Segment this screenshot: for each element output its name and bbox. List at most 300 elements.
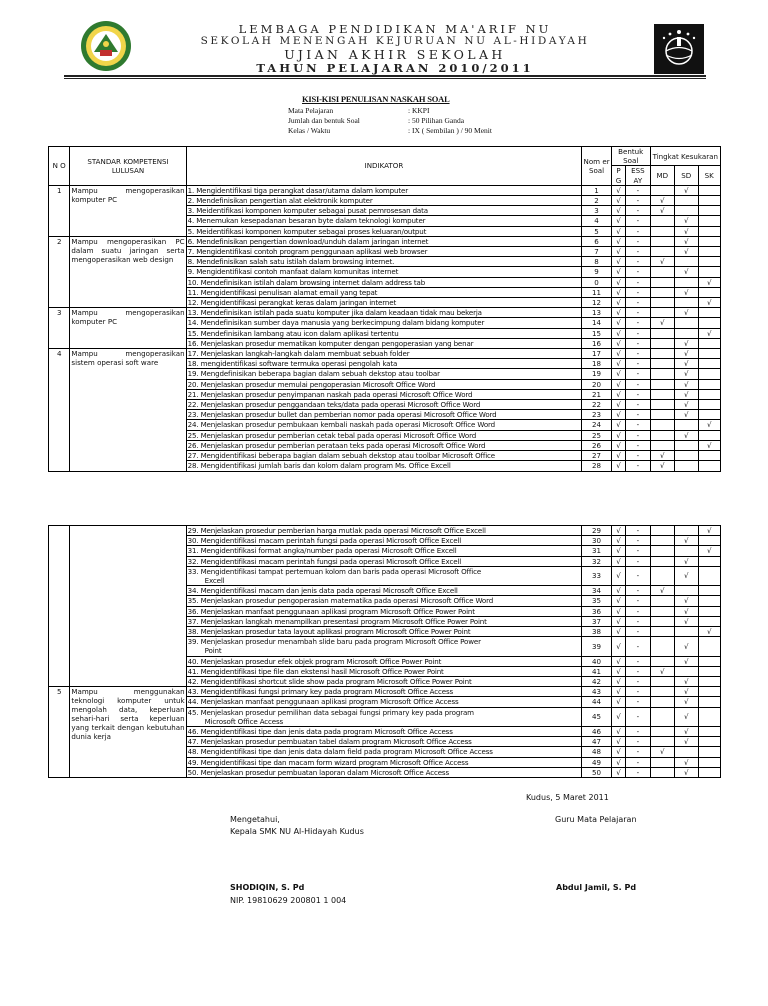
sd-mark: √ <box>675 185 698 195</box>
essay-mark: - <box>626 727 650 737</box>
indicator-cell <box>186 369 582 379</box>
pg-mark: √ <box>611 677 625 687</box>
question-number: 37 <box>582 616 612 626</box>
essay-mark: - <box>626 687 650 697</box>
question-number: 12 <box>582 298 612 308</box>
sd-mark: √ <box>675 430 698 440</box>
essay-mark: - <box>626 536 650 546</box>
question-number: 36 <box>582 606 612 616</box>
question-number: 0 <box>582 277 612 287</box>
indicator-cell <box>186 526 582 536</box>
sd-mark: √ <box>675 707 698 726</box>
pg-mark: √ <box>611 666 625 676</box>
question-number: 32 <box>582 556 612 566</box>
pg-mark: √ <box>611 451 625 461</box>
indicator-text: 1. Mengidentifikasi tiga perangkat dasar/utama dalam komputer <box>187 185 408 195</box>
sd-mark <box>675 196 698 206</box>
indicator-text: 50. Menjelaskan prosedur pembuatan laporan dalam Microsoft Office Access <box>187 767 450 777</box>
sk-mark <box>698 287 721 297</box>
sk-mark <box>698 767 721 777</box>
indicator-cell <box>186 389 582 399</box>
indicator-text: 18. mengidentifikasi software termuka operasi pengolah kata <box>187 359 398 369</box>
indicator-cell <box>186 400 582 410</box>
sd-mark: √ <box>675 400 698 410</box>
essay-mark: - <box>626 226 650 236</box>
indicator-text: 45. Menjelaskan prosedur pemilihan data sebagai fungsi primary key pada program <box>187 707 474 717</box>
sk-mark: √ <box>698 298 721 308</box>
col-pg: P G <box>611 166 625 185</box>
question-number: 48 <box>582 747 612 757</box>
sd-mark: √ <box>675 389 698 399</box>
indicator-cell <box>186 546 582 556</box>
indicator-text: 4. Menemukan kesepadanan besaran byte dalam teknologi komputer <box>187 216 426 226</box>
essay-mark: - <box>626 697 650 707</box>
essay-mark: - <box>626 410 650 420</box>
md-mark <box>650 606 674 616</box>
indicator-text: 5. Meidentifikasi komponen komputer sebagai proses keluaran/output <box>187 226 427 236</box>
essay-mark: - <box>626 556 650 566</box>
indicator-text: 33. Mengidentifikasi tampat pertemuan kolom dan baris pada operasi Microsoft Office <box>187 566 482 576</box>
table-row <box>49 349 721 359</box>
md-mark <box>650 267 674 277</box>
pg-mark: √ <box>611 747 625 757</box>
question-number: 42 <box>582 677 612 687</box>
teacher-name: Abdul Jamil, S. Pd <box>556 883 637 892</box>
competency-number: 3 <box>49 308 70 349</box>
table-row <box>49 236 721 246</box>
col-question-form: Bentuk Soal <box>611 147 650 166</box>
competency-text: Mampu mengoperasikan komputer PC <box>70 308 186 349</box>
indicator-text: 47. Menjelaskan prosedur pembuatan tabel dalam program Microsoft Office Access <box>187 737 472 747</box>
question-number: 18 <box>582 359 612 369</box>
sk-mark <box>698 247 721 257</box>
sk-mark: √ <box>698 328 721 338</box>
indicator-text: 10. Mendefinisikan istilah dalam browsing internet dalam address tab <box>187 277 426 287</box>
md-mark: √ <box>650 586 674 596</box>
col-essay: ESS AY <box>626 166 650 185</box>
md-mark <box>650 226 674 236</box>
question-number: 17 <box>582 349 612 359</box>
sd-mark <box>675 747 698 757</box>
pg-mark: √ <box>611 556 625 566</box>
col-sk: SK <box>698 166 721 185</box>
pg-mark: √ <box>611 606 625 616</box>
indicator-cell <box>186 440 582 450</box>
competency-text: Mampu mengoperasikan PC dalam suatu jaringan serta mengoperasikan web design <box>70 236 186 307</box>
header-rule-thin <box>64 78 706 79</box>
sk-mark <box>698 606 721 616</box>
sk-mark: √ <box>698 440 721 450</box>
indicator-text: 13. Mendefinisikan istilah pada suatu komputer jika dalam keadaan tidak mau bekerja <box>187 308 482 318</box>
md-mark <box>650 616 674 626</box>
essay-mark: - <box>626 400 650 410</box>
pg-mark: √ <box>611 267 625 277</box>
sd-mark: √ <box>675 236 698 246</box>
md-mark <box>650 277 674 287</box>
sk-mark <box>698 338 721 348</box>
md-mark: √ <box>650 206 674 216</box>
indicator-text: 38. Menjelaskan prosedur tata layout aplikasi program Microsoft Office Power Point <box>187 627 471 637</box>
question-number: 8 <box>582 257 612 267</box>
sk-mark <box>698 566 721 585</box>
md-mark <box>650 767 674 777</box>
indicator-text-cont: Excell <box>204 576 225 586</box>
indicator-text: 19. Mengdefinisikan beberapa bagian dalam sebuah dekstop atau toolbar <box>187 369 440 379</box>
table-row <box>49 185 721 195</box>
pg-mark: √ <box>611 206 625 216</box>
headmaster-title: Kepala SMK NU Al-Hidayah Kudus <box>230 827 364 836</box>
essay-mark: - <box>626 267 650 277</box>
pg-mark: √ <box>611 687 625 697</box>
indicator-text: 7. Mengidentifikasi contoh program penggunaan aplikasi web browser <box>187 247 428 257</box>
sd-mark: √ <box>675 226 698 236</box>
sk-mark <box>698 747 721 757</box>
essay-mark: - <box>626 308 650 318</box>
md-mark <box>650 400 674 410</box>
indicator-cell <box>186 226 582 236</box>
indicator-cell <box>186 308 582 318</box>
md-mark <box>650 420 674 430</box>
indicator-cell <box>186 697 582 707</box>
essay-mark: - <box>626 440 650 450</box>
sd-mark: √ <box>675 556 698 566</box>
indicator-cell <box>186 606 582 616</box>
indicator-text: 37. Menjelaskan langkah menampilkan presentasi program Microsoft Office Power Point <box>187 616 487 626</box>
grid-table-1 <box>48 146 721 472</box>
pg-mark: √ <box>611 566 625 585</box>
sd-mark: √ <box>675 247 698 257</box>
essay-mark: - <box>626 287 650 297</box>
question-number: 15 <box>582 328 612 338</box>
question-number: 45 <box>582 707 612 726</box>
sd-mark: √ <box>675 656 698 666</box>
essay-mark: - <box>626 185 650 195</box>
sk-mark <box>698 430 721 440</box>
question-number: 6 <box>582 236 612 246</box>
sd-mark: √ <box>675 349 698 359</box>
header-line-2: SEKOLAH MENENGAH KEJURUAN NU AL-HIDAYAH <box>200 35 590 47</box>
sk-mark <box>698 359 721 369</box>
md-mark <box>650 687 674 697</box>
competency-text: Mampu menggunakan teknologi komputer untuk mengolah data, keperluan sehari-hari serta keperluan yang terkait dengan kebutuhan dunia kerja <box>70 687 186 778</box>
question-number: 2 <box>582 196 612 206</box>
indicator-text: 14. Mendefinisikan sumber daya manusia yang berkecimpung dalam bidang komputer <box>187 318 485 328</box>
sk-mark <box>698 451 721 461</box>
sk-mark <box>698 556 721 566</box>
sd-mark <box>675 461 698 471</box>
indicator-cell <box>186 257 582 267</box>
essay-mark: - <box>626 196 650 206</box>
question-number: 19 <box>582 369 612 379</box>
indicator-text: 12. Mengidentifikasi perangkat keras dalam jaringan internet <box>187 298 397 308</box>
document-title: KISI-KISI PENULISAN NASKAH SOAL <box>302 94 450 104</box>
pg-mark: √ <box>611 697 625 707</box>
sd-mark <box>675 298 698 308</box>
question-number: 11 <box>582 287 612 297</box>
header-line-1: LEMBAGA PENDIDIKAN MA'ARIF NU <box>238 22 552 36</box>
essay-mark: - <box>626 257 650 267</box>
pg-mark: √ <box>611 338 625 348</box>
essay-mark: - <box>626 389 650 399</box>
md-mark <box>650 737 674 747</box>
pg-mark: √ <box>611 328 625 338</box>
sk-mark <box>698 389 721 399</box>
meta-subject: Mata Pelajaran : KKPI <box>288 106 430 115</box>
pg-mark: √ <box>611 287 625 297</box>
indicator-cell <box>186 206 582 216</box>
indicator-text: 11. Mengidentifikasi penulisan alamat email yang tepat <box>187 287 378 297</box>
md-mark <box>650 247 674 257</box>
pg-mark: √ <box>611 737 625 747</box>
pg-mark: √ <box>611 410 625 420</box>
sk-mark <box>698 596 721 606</box>
indicator-text: 29. Menjelaskan prosedur pemberian harga mutlak pada operasi Microsoft Office Excell <box>187 526 486 535</box>
sk-mark <box>698 707 721 726</box>
question-number: 20 <box>582 379 612 389</box>
md-mark <box>650 369 674 379</box>
sd-mark: √ <box>675 677 698 687</box>
sk-mark <box>698 737 721 747</box>
essay-mark: - <box>626 420 650 430</box>
sk-mark <box>698 727 721 737</box>
essay-mark: - <box>626 737 650 747</box>
sk-mark: √ <box>698 526 721 536</box>
indicator-text: 20. Menjelaskan prosedur memulai pengoperasian Microsoft Office Word <box>187 379 436 389</box>
essay-mark: - <box>626 349 650 359</box>
pg-mark: √ <box>611 440 625 450</box>
essay-mark: - <box>626 546 650 556</box>
indicator-text: 41. Mengidentifikasi tipe file dan ekstensi hasil Microsoft Office Power Point <box>187 666 444 676</box>
md-mark: √ <box>650 318 674 328</box>
indicator-cell <box>186 298 582 308</box>
col-indicator: INDIKATOR <box>186 147 582 186</box>
question-number: 25 <box>582 430 612 440</box>
essay-mark: - <box>626 338 650 348</box>
meta-class-time: Kelas / Waktu : IX ( Sembilan ) / 90 Menit <box>288 126 492 135</box>
md-mark: √ <box>650 257 674 267</box>
sd-mark <box>675 627 698 637</box>
indicator-cell <box>186 461 582 471</box>
sd-mark: √ <box>675 566 698 585</box>
sd-mark: √ <box>675 287 698 297</box>
sk-mark: √ <box>698 277 721 287</box>
md-mark <box>650 379 674 389</box>
indicator-cell <box>186 757 582 767</box>
pg-mark: √ <box>611 400 625 410</box>
indicator-cell <box>186 737 582 747</box>
indicator-cell <box>186 379 582 389</box>
pg-mark: √ <box>611 247 625 257</box>
question-number: 13 <box>582 308 612 318</box>
indicator-cell <box>186 216 582 226</box>
sd-mark: √ <box>675 216 698 226</box>
sd-mark: √ <box>675 536 698 546</box>
col-difficulty: Tingkat Kesukaran <box>650 147 720 166</box>
sd-mark <box>675 666 698 676</box>
sd-mark: √ <box>675 606 698 616</box>
indicator-cell <box>186 596 582 606</box>
sk-mark <box>698 216 721 226</box>
sd-mark: √ <box>675 727 698 737</box>
indicator-text: 17. Menjelaskan langkah-langkah dalam membuat sebuah folder <box>187 349 410 359</box>
essay-mark: - <box>626 656 650 666</box>
competency-number: 1 <box>49 185 70 236</box>
sd-mark: √ <box>675 757 698 767</box>
teacher-title: Guru Mata Pelajaran <box>555 815 637 824</box>
essay-mark: - <box>626 606 650 616</box>
md-mark: √ <box>650 747 674 757</box>
essay-mark: - <box>626 359 650 369</box>
indicator-cell <box>186 677 582 687</box>
pg-mark: √ <box>611 526 625 536</box>
essay-mark: - <box>626 298 650 308</box>
md-mark <box>650 328 674 338</box>
indicator-cell <box>186 566 582 585</box>
question-number: 49 <box>582 757 612 767</box>
md-mark <box>650 185 674 195</box>
sk-mark <box>698 616 721 626</box>
pg-mark: √ <box>611 757 625 767</box>
question-number: 38 <box>582 627 612 637</box>
md-mark <box>650 697 674 707</box>
nu-emblem-icon <box>654 24 704 74</box>
headmaster-nip: NIP. 19810629 200801 1 004 <box>230 896 347 905</box>
md-mark <box>650 566 674 585</box>
indicator-text: 32. Mengidentifikasi macam perintah fungsi pada operasi Microsoft Office Excell <box>187 556 462 566</box>
question-number: 27 <box>582 451 612 461</box>
competency-text <box>70 526 186 687</box>
indicator-text: 15. Mendefinisikan lambang atau icon dalam aplikasi tertentu <box>187 328 399 338</box>
pg-mark: √ <box>611 298 625 308</box>
indicator-text: 39. Menjelaskan prosedur menambah slide baru pada program Microsoft Office Power <box>187 637 481 647</box>
essay-mark: - <box>626 616 650 626</box>
essay-mark: - <box>626 379 650 389</box>
essay-mark: - <box>626 627 650 637</box>
pg-mark: √ <box>611 546 625 556</box>
sk-mark <box>698 586 721 596</box>
md-mark <box>650 287 674 297</box>
question-number: 22 <box>582 400 612 410</box>
md-mark <box>650 298 674 308</box>
competency-number: 4 <box>49 349 70 471</box>
md-mark <box>650 727 674 737</box>
question-number: 23 <box>582 410 612 420</box>
question-number: 39 <box>582 637 612 656</box>
sd-mark: √ <box>675 379 698 389</box>
indicator-cell <box>186 318 582 328</box>
indicator-cell <box>186 727 582 737</box>
indicator-text: 23. Menjelaskan prosedur bullet dan pemberian nomor pada operasi Microsoft Office Word <box>187 410 497 420</box>
pg-mark: √ <box>611 727 625 737</box>
indicator-cell <box>186 707 582 726</box>
indicator-text: 43. Mengidentifikasi fungsi primary key pada program Microsoft Office Access <box>187 687 454 697</box>
question-number: 41 <box>582 666 612 676</box>
indicator-text: 26. Menjelaskan prosedur pemberian perataan teks pada operasi Microsoft Office Word <box>187 440 486 450</box>
indicator-text: 48. Mengidentifikasi tipe dan jenis data dalam field pada program Microsoft Office Access <box>187 747 493 757</box>
indicator-text-cont: Point <box>204 646 222 656</box>
sk-mark <box>698 697 721 707</box>
sd-mark <box>675 318 698 328</box>
table-row <box>49 308 721 318</box>
indicator-text: 6. Mendefinisikan pengertian download/unduh dalam jaringan internet <box>187 236 429 246</box>
question-number: 31 <box>582 546 612 556</box>
md-mark <box>650 556 674 566</box>
md-mark: √ <box>650 451 674 461</box>
sd-mark <box>675 440 698 450</box>
indicator-text: 25. Menjelaskan prosedur pemberian cetak tebal pada operasi Microsoft Office Word <box>187 430 477 440</box>
sd-mark: √ <box>675 410 698 420</box>
sk-mark <box>698 267 721 277</box>
indicator-text: 31. Mengidentifikasi format angka/number pada operasi Microsoft Office Excell <box>187 546 457 556</box>
col-no: N O <box>49 147 70 186</box>
sk-mark <box>698 257 721 267</box>
md-mark <box>650 526 674 536</box>
md-mark <box>650 546 674 556</box>
question-number: 44 <box>582 697 612 707</box>
essay-mark: - <box>626 369 650 379</box>
sk-mark <box>698 666 721 676</box>
question-number: 46 <box>582 727 612 737</box>
question-number: 34 <box>582 586 612 596</box>
question-number: 9 <box>582 267 612 277</box>
essay-mark: - <box>626 216 650 226</box>
essay-mark: - <box>626 430 650 440</box>
question-number: 1 <box>582 185 612 195</box>
pg-mark: √ <box>611 349 625 359</box>
question-number: 14 <box>582 318 612 328</box>
sd-mark: √ <box>675 596 698 606</box>
essay-mark: - <box>626 526 650 536</box>
sk-mark <box>698 379 721 389</box>
pg-mark: √ <box>611 277 625 287</box>
sd-mark <box>675 586 698 596</box>
sk-mark: √ <box>698 546 721 556</box>
indicator-cell <box>186 410 582 420</box>
pg-mark: √ <box>611 586 625 596</box>
indicator-text: 44. Menjelaskan manfaat penggunaan aplikasi program Microsoft Office Access <box>187 697 459 707</box>
md-mark <box>650 707 674 726</box>
question-number: 4 <box>582 216 612 226</box>
indicator-text: 49. Mengidentifikasi tipe dan macam form wizard program Microsoft Office Access <box>187 757 469 767</box>
essay-mark: - <box>626 767 650 777</box>
indicator-text: 21. Menjelaskan prosedur penyimpanan naskah pada operasi Microsoft Office Word <box>187 389 473 399</box>
question-number: 33 <box>582 566 612 585</box>
sd-mark: √ <box>675 616 698 626</box>
pg-mark: √ <box>611 627 625 637</box>
col-sd: SD <box>675 166 698 185</box>
md-mark: √ <box>650 666 674 676</box>
sd-mark <box>675 206 698 216</box>
pg-mark: √ <box>611 185 625 195</box>
indicator-cell <box>186 451 582 461</box>
pg-mark: √ <box>611 616 625 626</box>
essay-mark: - <box>626 757 650 767</box>
sd-mark: √ <box>675 767 698 777</box>
indicator-text: 28. Mengidentifikasi jumlah baris dan kolom dalam program Ms. Office Excell <box>187 461 451 471</box>
sk-mark: √ <box>698 420 721 430</box>
question-number: 26 <box>582 440 612 450</box>
indicator-text: 9. Mengidentifikasi contoh manfaat dalam komunitas internet <box>187 267 399 277</box>
sk-mark <box>698 687 721 697</box>
question-number: 28 <box>582 461 612 471</box>
sd-mark <box>675 277 698 287</box>
competency-number: 5 <box>49 687 70 778</box>
pg-mark: √ <box>611 216 625 226</box>
sk-mark <box>698 349 721 359</box>
indicator-cell <box>186 687 582 697</box>
sd-mark: √ <box>675 697 698 707</box>
essay-mark: - <box>626 451 650 461</box>
